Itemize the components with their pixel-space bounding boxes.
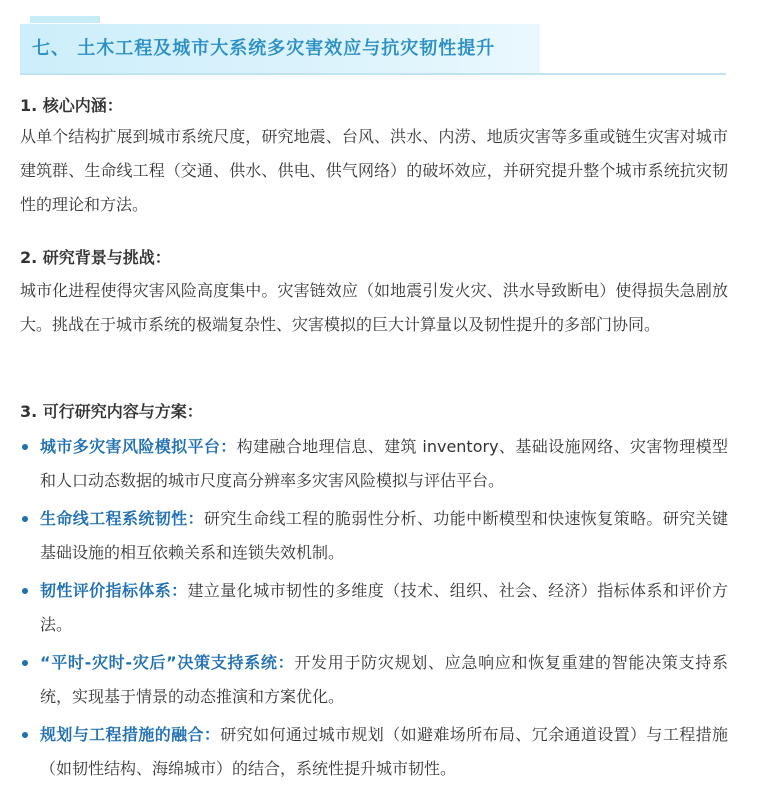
research-list	[20, 430, 728, 790]
section-body-background: 城市化进程使得灾害风险高度集中。灾害链效应（如地震引发火灾、洪水导致断电）使得损失急剧放大。挑战在于城市系统的极端复杂性、灾害模拟的巨大计算量以及韧性提升的多部门协同。	[20, 281, 728, 334]
list-item-title: “平时-灾时-灾后”决策支持系统：	[40, 653, 295, 672]
page-title: 七、 土木工程及城市大系统多灾害效应与抗灾韧性提升	[32, 38, 496, 59]
header-accent-bar	[30, 16, 100, 23]
bullet-dot-icon	[22, 588, 28, 594]
section-heading-research: 3. 可行研究内容与方案：	[20, 402, 203, 421]
list-item-title: 韧性评价指标体系：	[40, 581, 188, 600]
section-heading-core: 1. 核心内涵：	[20, 96, 123, 115]
list-item	[20, 646, 728, 714]
bullet-dot-icon	[22, 444, 28, 450]
bullet-dot-icon	[22, 660, 28, 666]
list-item	[20, 718, 728, 786]
list-item-text: 研究如何通过城市规划（如避难场所布局、冗余通道设置）与工程措施（如韧性结构、海绵城市）的结合，系统性提升城市韧性。	[40, 725, 728, 778]
list-item	[20, 502, 728, 570]
list-item-title: 生命线工程系统韧性：	[40, 509, 204, 528]
section-body-core: 从单个结构扩展到城市系统尺度，研究地震、台风、洪水、内涝、地质灾害等多重或链生灾害对城市建筑群、生命线工程（交通、供水、供电、供气网络）的破坏效应，并研究提升整个城市系统抗灾韧性的理论和方法。	[20, 127, 728, 214]
list-item	[20, 430, 728, 498]
list-item-text: 构建融合地理信息、建筑 inventory、基础设施网络、灾害物理模型和人口动态数据的城市尺度高分辨率多灾害风险模拟与评估平台。	[40, 437, 728, 490]
list-item-text: 开发用于防灾规划、应急响应和恢复重建的智能决策支持系统，实现基于情景的动态推演和方案优化。	[40, 653, 728, 706]
list-item-text: 研究生命线工程的脆弱性分析、功能中断模型和快速恢复策略。研究关键基础设施的相互依赖关系和连锁失效机制。	[40, 509, 728, 562]
section-heading-background: 2. 研究背景与挑战：	[20, 248, 171, 267]
list-item-text: 建立量化城市韧性的多维度（技术、组织、社会、经济）指标体系和评价方法。	[40, 581, 728, 634]
section-header	[20, 16, 726, 74]
bullet-dot-icon	[22, 732, 28, 738]
bullet-dot-icon	[22, 516, 28, 522]
list-item-title: 城市多灾害风险模拟平台：	[40, 437, 237, 456]
list-item	[20, 574, 728, 642]
list-item-title: 规划与工程措施的融合：	[40, 725, 221, 744]
